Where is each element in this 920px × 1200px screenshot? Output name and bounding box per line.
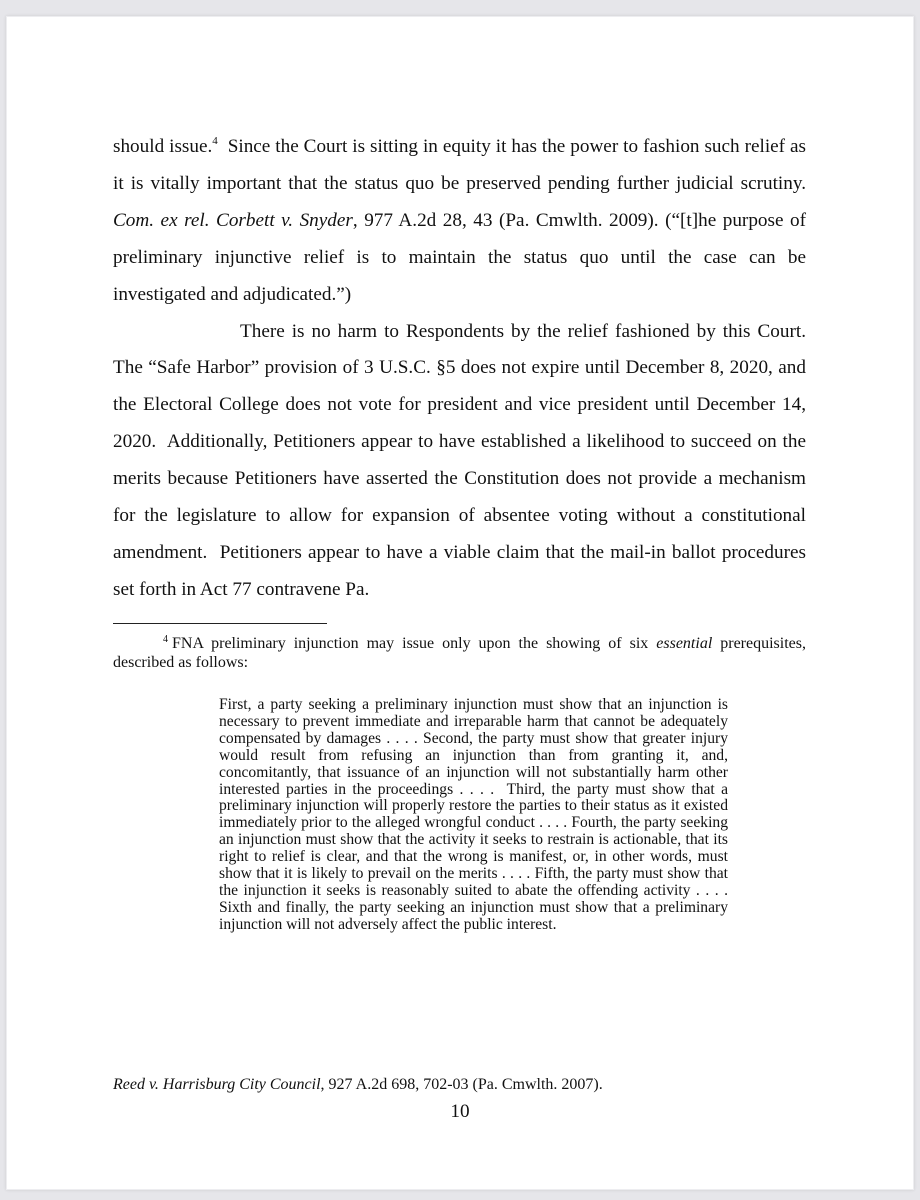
case-name-corbett: Com. ex rel. Corbett v. Snyder — [113, 209, 353, 231]
case-name-reed: Reed v. Harrisburg City Council — [113, 1076, 321, 1093]
footnote-intro-italic: essential — [656, 635, 713, 652]
page-number: 10 — [450, 1101, 470, 1122]
paragraph-1 — [113, 129, 816, 314]
footnote-reference[interactable]: 4 — [212, 135, 218, 147]
document-page — [6, 16, 914, 1190]
paragraph-2: There is no harm to Respondents by the relief fashioned by this Court. The “Safe Harbor” provision of 3 U.S.C. §5 does not expire until December 8, 2020, and the Electoral College does not vote for president and vice president until December 14, 2020. Additionally, Petitioners appear to have established a likelihood to succeed on the merits because Petitioners have asserted the Constitution does not provide a mechanism for the legislature to allow for expansion of absentee voting without a constitutional amendment. Petitioners appear to have a viable claim that the mail-in ballot procedures set forth in Act 77 contravene Pa. — [113, 320, 811, 600]
body-text — [113, 129, 816, 609]
footnote-marker: 4 — [163, 634, 168, 645]
paragraph-1-body: Since the Court is sitting in equity it has the power to fashion such relief as it is vitally important that the status quo be preserved pending further judicial scrutiny. — [113, 136, 816, 194]
footnote-intro-tail: prerequisites, described as follows: — [113, 635, 807, 671]
footnote-4 — [113, 634, 806, 672]
footnote-intro — [113, 634, 806, 672]
paragraph-1-citation: , 977 A.2d 28, 43 (Pa. Cmwlth. 2009). (“[t]he purpose of preliminary injunctive relief is to maintain the status quo until the case can be investigated and adjudicated.”) — [113, 209, 806, 305]
footnote-citation-rest: , 927 A.2d 698, 702-03 (Pa. Cmwlth. 2007). — [320, 1076, 603, 1093]
footnote-intro-text: FNA preliminary injunction may issue only upon the showing of six — [172, 635, 657, 652]
footnote-separator — [113, 623, 327, 624]
footnote-block-quote: First, a party seeking a preliminary injunction must show that an injunction is necessary to prevent immediate and irreparable harm that cannot be adequately compensated by damages . . . . Second, the party must show that greater injury would result from refusing an injunction than from granting it, and, concomitantly, that issuance of an injunction will not substantially harm other interested parties in the proceedings . . . . Third, the party must show that a preliminary injunction will properly restore the parties to their status as it existed immediately prior to the alleged wrongful conduct . . . . Fourth, the party seeking an injunction must show that the activity it seeks to restrain is actionable, that its right to relief is clear, and that the wrong is manifest, or, in other words, must show that it is likely to prevail on the merits . . . . Fifth, the party must show that the injunction it seeks is reasonably suited to abate the offending activity . . . . Sixth and finally, the party seeking an injunction must show that a preliminary injunction will not adversely affect the public interest. — [219, 696, 732, 933]
paragraph-1-lead: should issue. — [113, 136, 213, 157]
footnote-citation — [113, 1075, 806, 1094]
